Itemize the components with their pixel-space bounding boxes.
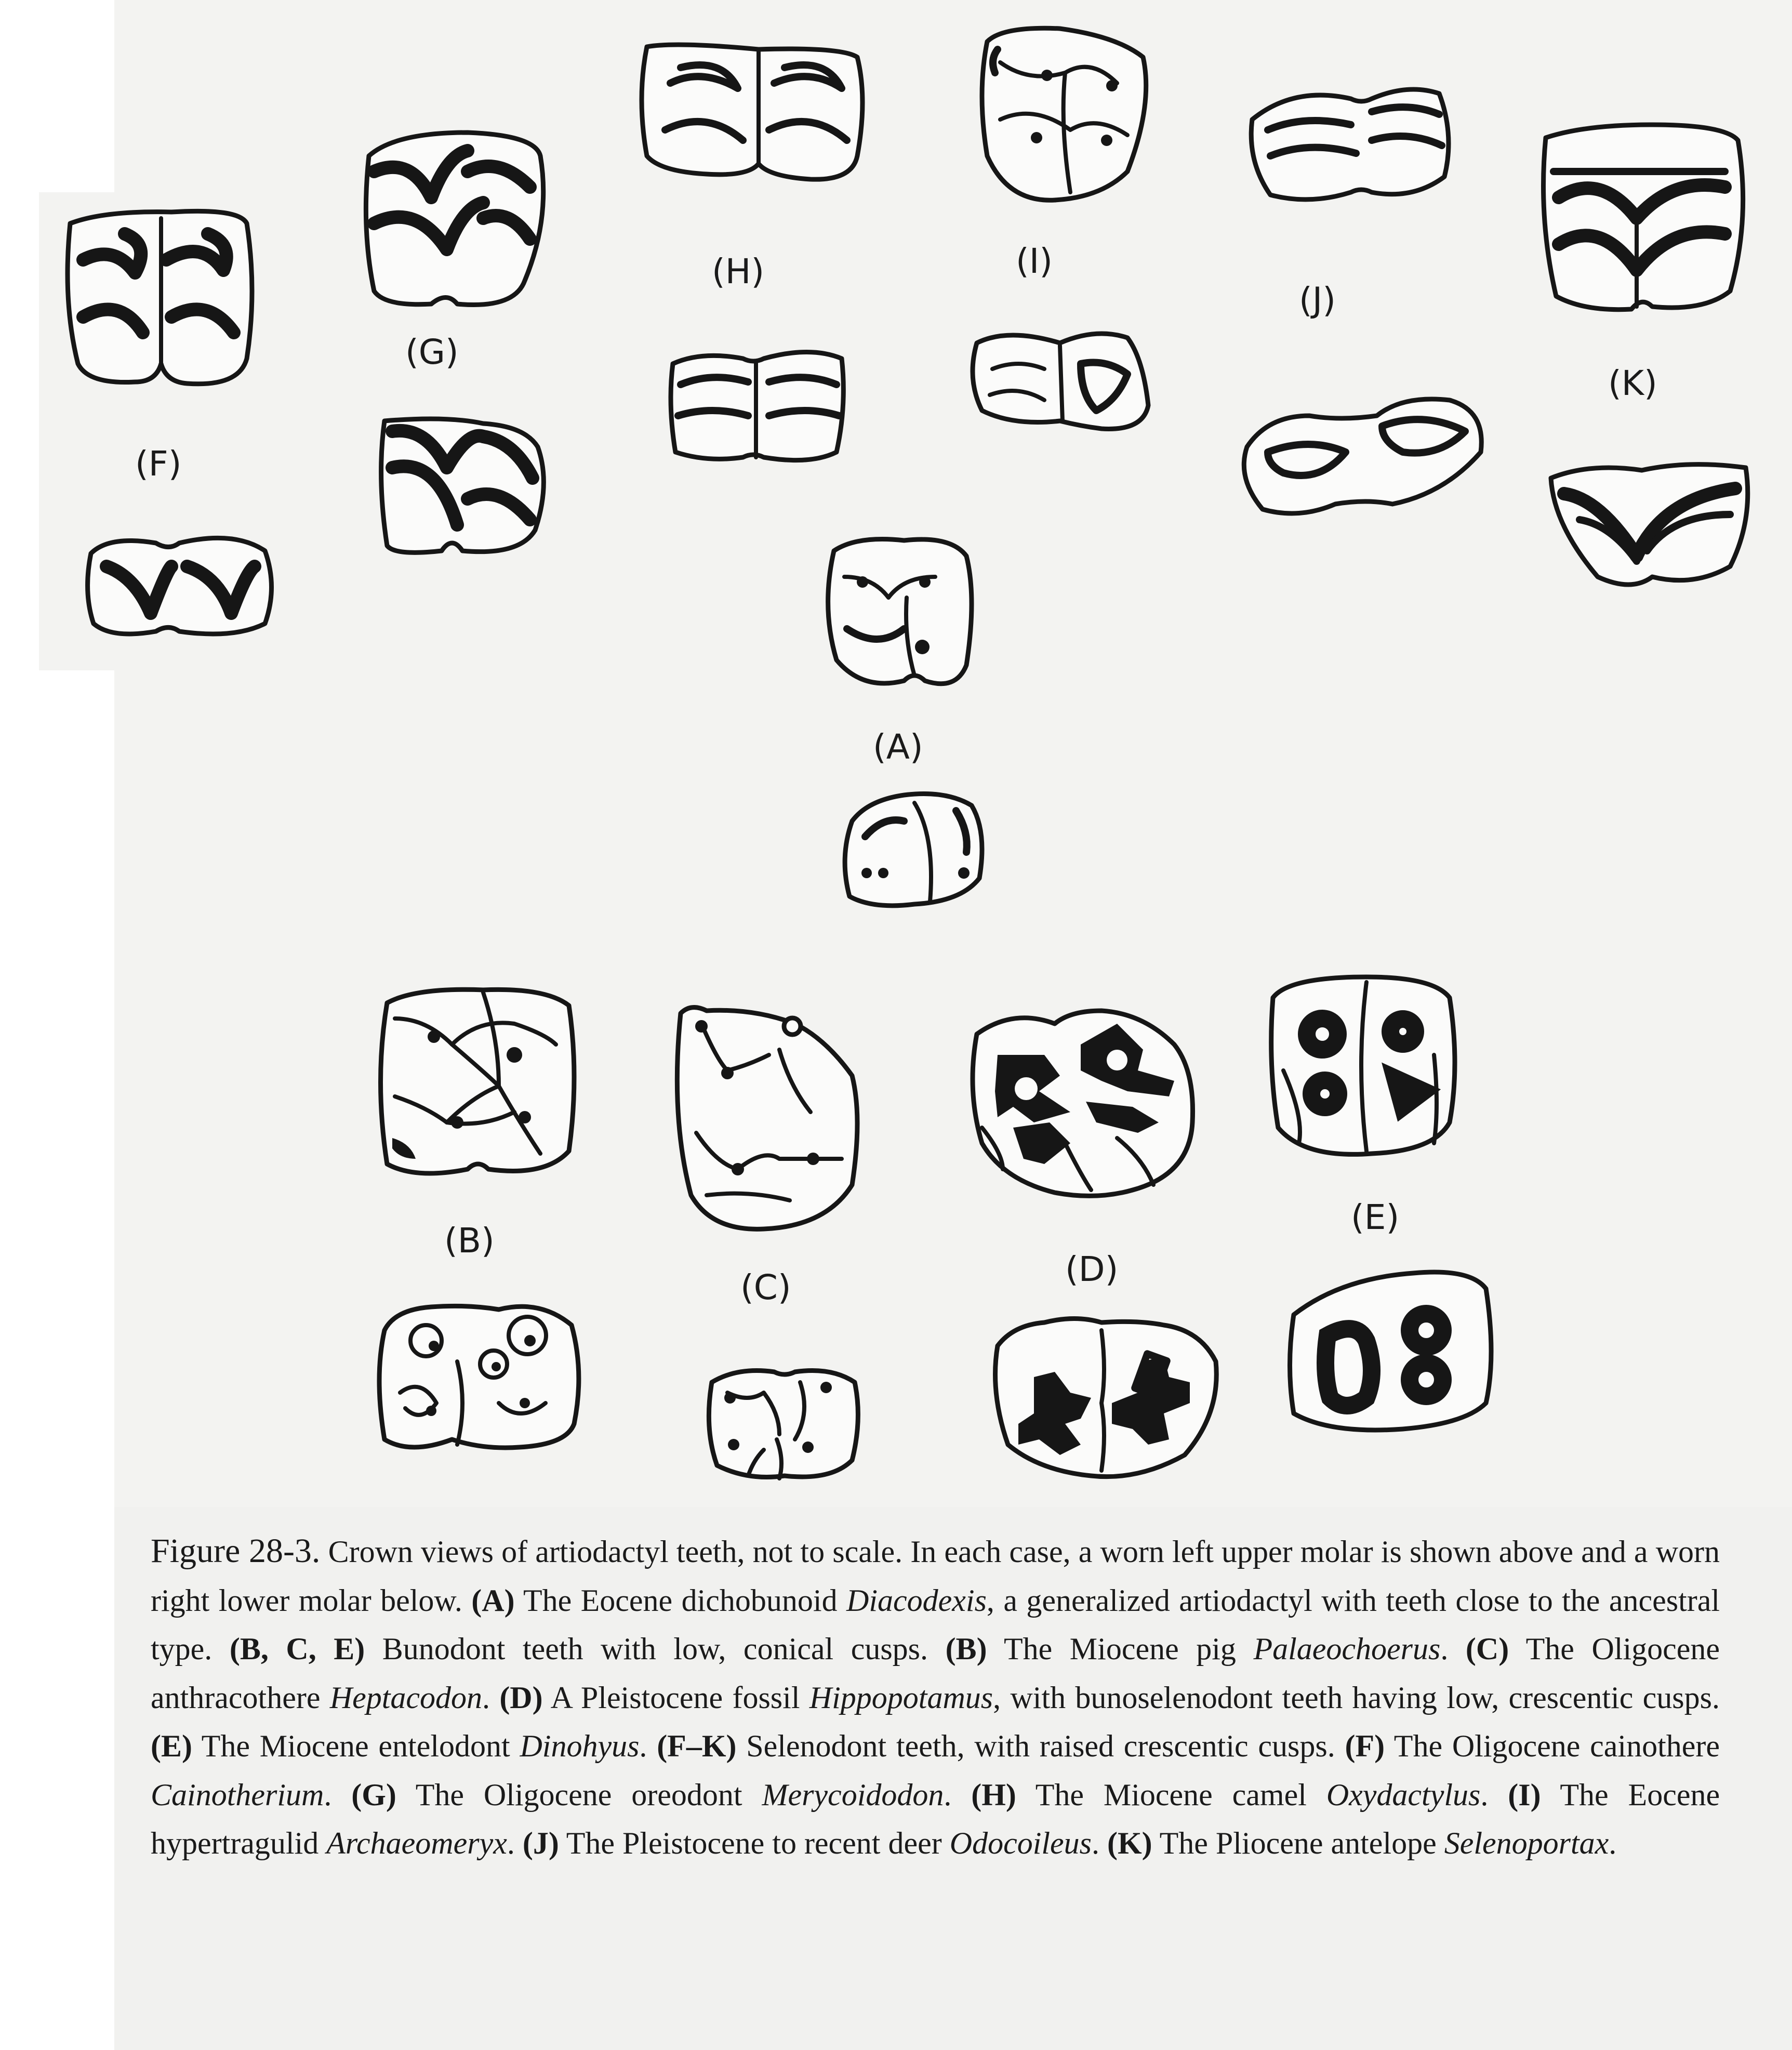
- label-a: (A): [873, 727, 923, 767]
- caption-text-j: The Pleistocene to recent deer: [566, 1826, 942, 1860]
- tooth-j-lower: [1244, 399, 1481, 513]
- tooth-k-lower: [1551, 465, 1748, 585]
- caption-key-f: (F): [1345, 1729, 1385, 1763]
- caption-text-a: The Eocene dichobunoid: [523, 1583, 838, 1618]
- caption-text-d: A Pleistocene fossil: [550, 1680, 800, 1715]
- caption-text-a-post: , a generalized artiodactyl with teeth close to the ancestral type.: [151, 1583, 1720, 1666]
- caption-key-b: (B): [945, 1632, 987, 1666]
- caption-summary: Crown views of artiodactyl teeth, not to scale. In each case, a worn left upper molar is shown above and a worn right lower molar below.: [151, 1535, 1720, 1618]
- tooth-j-upper: [1251, 89, 1449, 200]
- caption-genus-b: Palaeochoerus: [1253, 1632, 1441, 1666]
- label-e: (E): [1351, 1197, 1400, 1237]
- tooth-e-lower: [1290, 1272, 1492, 1430]
- caption-text-bce: Bunodont teeth with low, conical cusps.: [382, 1632, 928, 1666]
- caption-key-j: (J): [522, 1826, 559, 1860]
- caption-genus-e: Dinohyus: [520, 1729, 640, 1763]
- tooth-g-lower: [381, 419, 544, 552]
- figure-caption: Figure 28-3. Crown views of artiodactyl teeth, not to scale. In each case, a worn left upper molar is shown above and a worn right lower molar below. (A) The Eocene dichobunoid Diacodexis, a generalized artiodactyl with teeth close to the ancestral type. (B, C, E) Bunodont teeth with low, conical cusps. (B) The Miocene pig Palaeochoerus. (C) The Oligocene anthracothere Heptacodon. (D) A Pleistocene fossil Hippopotamus, with bunoselenodont teeth having low, crescentic cusps. (E) The Miocene entelodont Dinohyus. (F–K) Selenodont teeth, with raised crescentic cusps. (F) The Oligocene cainothere Cainotherium. (G) The Oligocene oreodont Merycoidodon. (H) The Miocene camel Oxydactylus. (I) The Eocene hypertragulid Archaeomeryx. (J) The Pleistocene to recent deer Odocoileus. (K) The Pliocene antelope Selenoportax.: [151, 1532, 1720, 1860]
- tooth-i-lower: [973, 334, 1148, 429]
- caption-text-e: The Miocene entelodont: [201, 1729, 510, 1763]
- label-k: (K): [1608, 363, 1657, 403]
- tooth-a-lower: [845, 794, 982, 906]
- tooth-g-upper: [366, 133, 543, 305]
- caption-figure-number: Figure 28-3.: [151, 1532, 321, 1570]
- caption-genus-j: Odocoileus: [949, 1826, 1092, 1860]
- caption-key-a: (A): [471, 1583, 515, 1618]
- tooth-b-lower: [379, 1306, 579, 1448]
- caption-key-g: (G): [351, 1777, 396, 1812]
- caption-genus-g: Merycoidodon: [762, 1777, 944, 1812]
- caption-genus-a: Diacodexis: [846, 1583, 987, 1618]
- label-h: (H): [712, 252, 765, 292]
- caption-genus-f: Cainotherium: [151, 1777, 324, 1812]
- tooth-a-upper: [828, 539, 972, 684]
- tooth-c-upper: [677, 1008, 857, 1229]
- tooth-b-upper: [381, 989, 575, 1173]
- tooth-f-upper: [68, 211, 252, 383]
- caption-text-g: The Oligocene oreodont: [415, 1777, 742, 1812]
- tooth-e-upper: [1271, 977, 1455, 1154]
- caption-text-c: The Oligocene anthracothere: [151, 1632, 1720, 1715]
- label-f: (F): [135, 444, 182, 484]
- caption-text-b: The Miocene pig: [1004, 1632, 1236, 1666]
- caption-text-fk: Selenodont teeth, with raised crescentic cusps.: [746, 1729, 1335, 1763]
- tooth-k-upper: [1544, 125, 1743, 310]
- caption-genus-h: Oxydactylus: [1326, 1777, 1481, 1812]
- caption-key-e: (E): [151, 1729, 192, 1763]
- caption-genus-c: Heptacodon: [329, 1680, 483, 1715]
- tooth-i-upper: [982, 28, 1146, 200]
- label-c: (C): [740, 1267, 791, 1307]
- tooth-h-lower: [671, 352, 843, 460]
- caption-key-i: (I): [1508, 1777, 1541, 1812]
- caption-key-fk: (F–K): [657, 1729, 737, 1763]
- caption-key-bce: (B, C, E): [229, 1632, 365, 1666]
- caption-key-d: (D): [499, 1680, 543, 1715]
- caption-text-i: The Eocene hypertragulid: [151, 1777, 1720, 1860]
- caption-genus-i: Archaeomeryx: [326, 1826, 507, 1860]
- tooth-d-upper: [973, 1011, 1193, 1196]
- caption-key-c: (C): [1465, 1632, 1509, 1666]
- label-b: (B): [444, 1221, 495, 1261]
- caption-text-d-post: , with bunoselenodont teeth having low, crescentic cusps.: [993, 1680, 1720, 1715]
- label-g: (G): [405, 332, 459, 372]
- caption-key-h: (H): [971, 1777, 1016, 1812]
- caption-text-f: The Oligocene cainothere: [1393, 1729, 1720, 1763]
- tooth-c-lower: [709, 1371, 858, 1479]
- tooth-f-lower: [88, 538, 272, 634]
- caption-genus-d: Hippopotamus: [809, 1680, 993, 1715]
- caption-genus-k: Selenoportax: [1444, 1826, 1609, 1860]
- caption-key-k: (K): [1107, 1826, 1152, 1860]
- label-i: (I): [1016, 241, 1053, 281]
- label-j: (J): [1299, 280, 1336, 320]
- tooth-h-upper: [642, 45, 862, 179]
- caption-text-k: The Pliocene antelope: [1159, 1826, 1437, 1860]
- caption-text-h: The Miocene camel: [1035, 1777, 1307, 1812]
- label-d: (D): [1065, 1249, 1119, 1289]
- tooth-d-lower: [995, 1319, 1217, 1477]
